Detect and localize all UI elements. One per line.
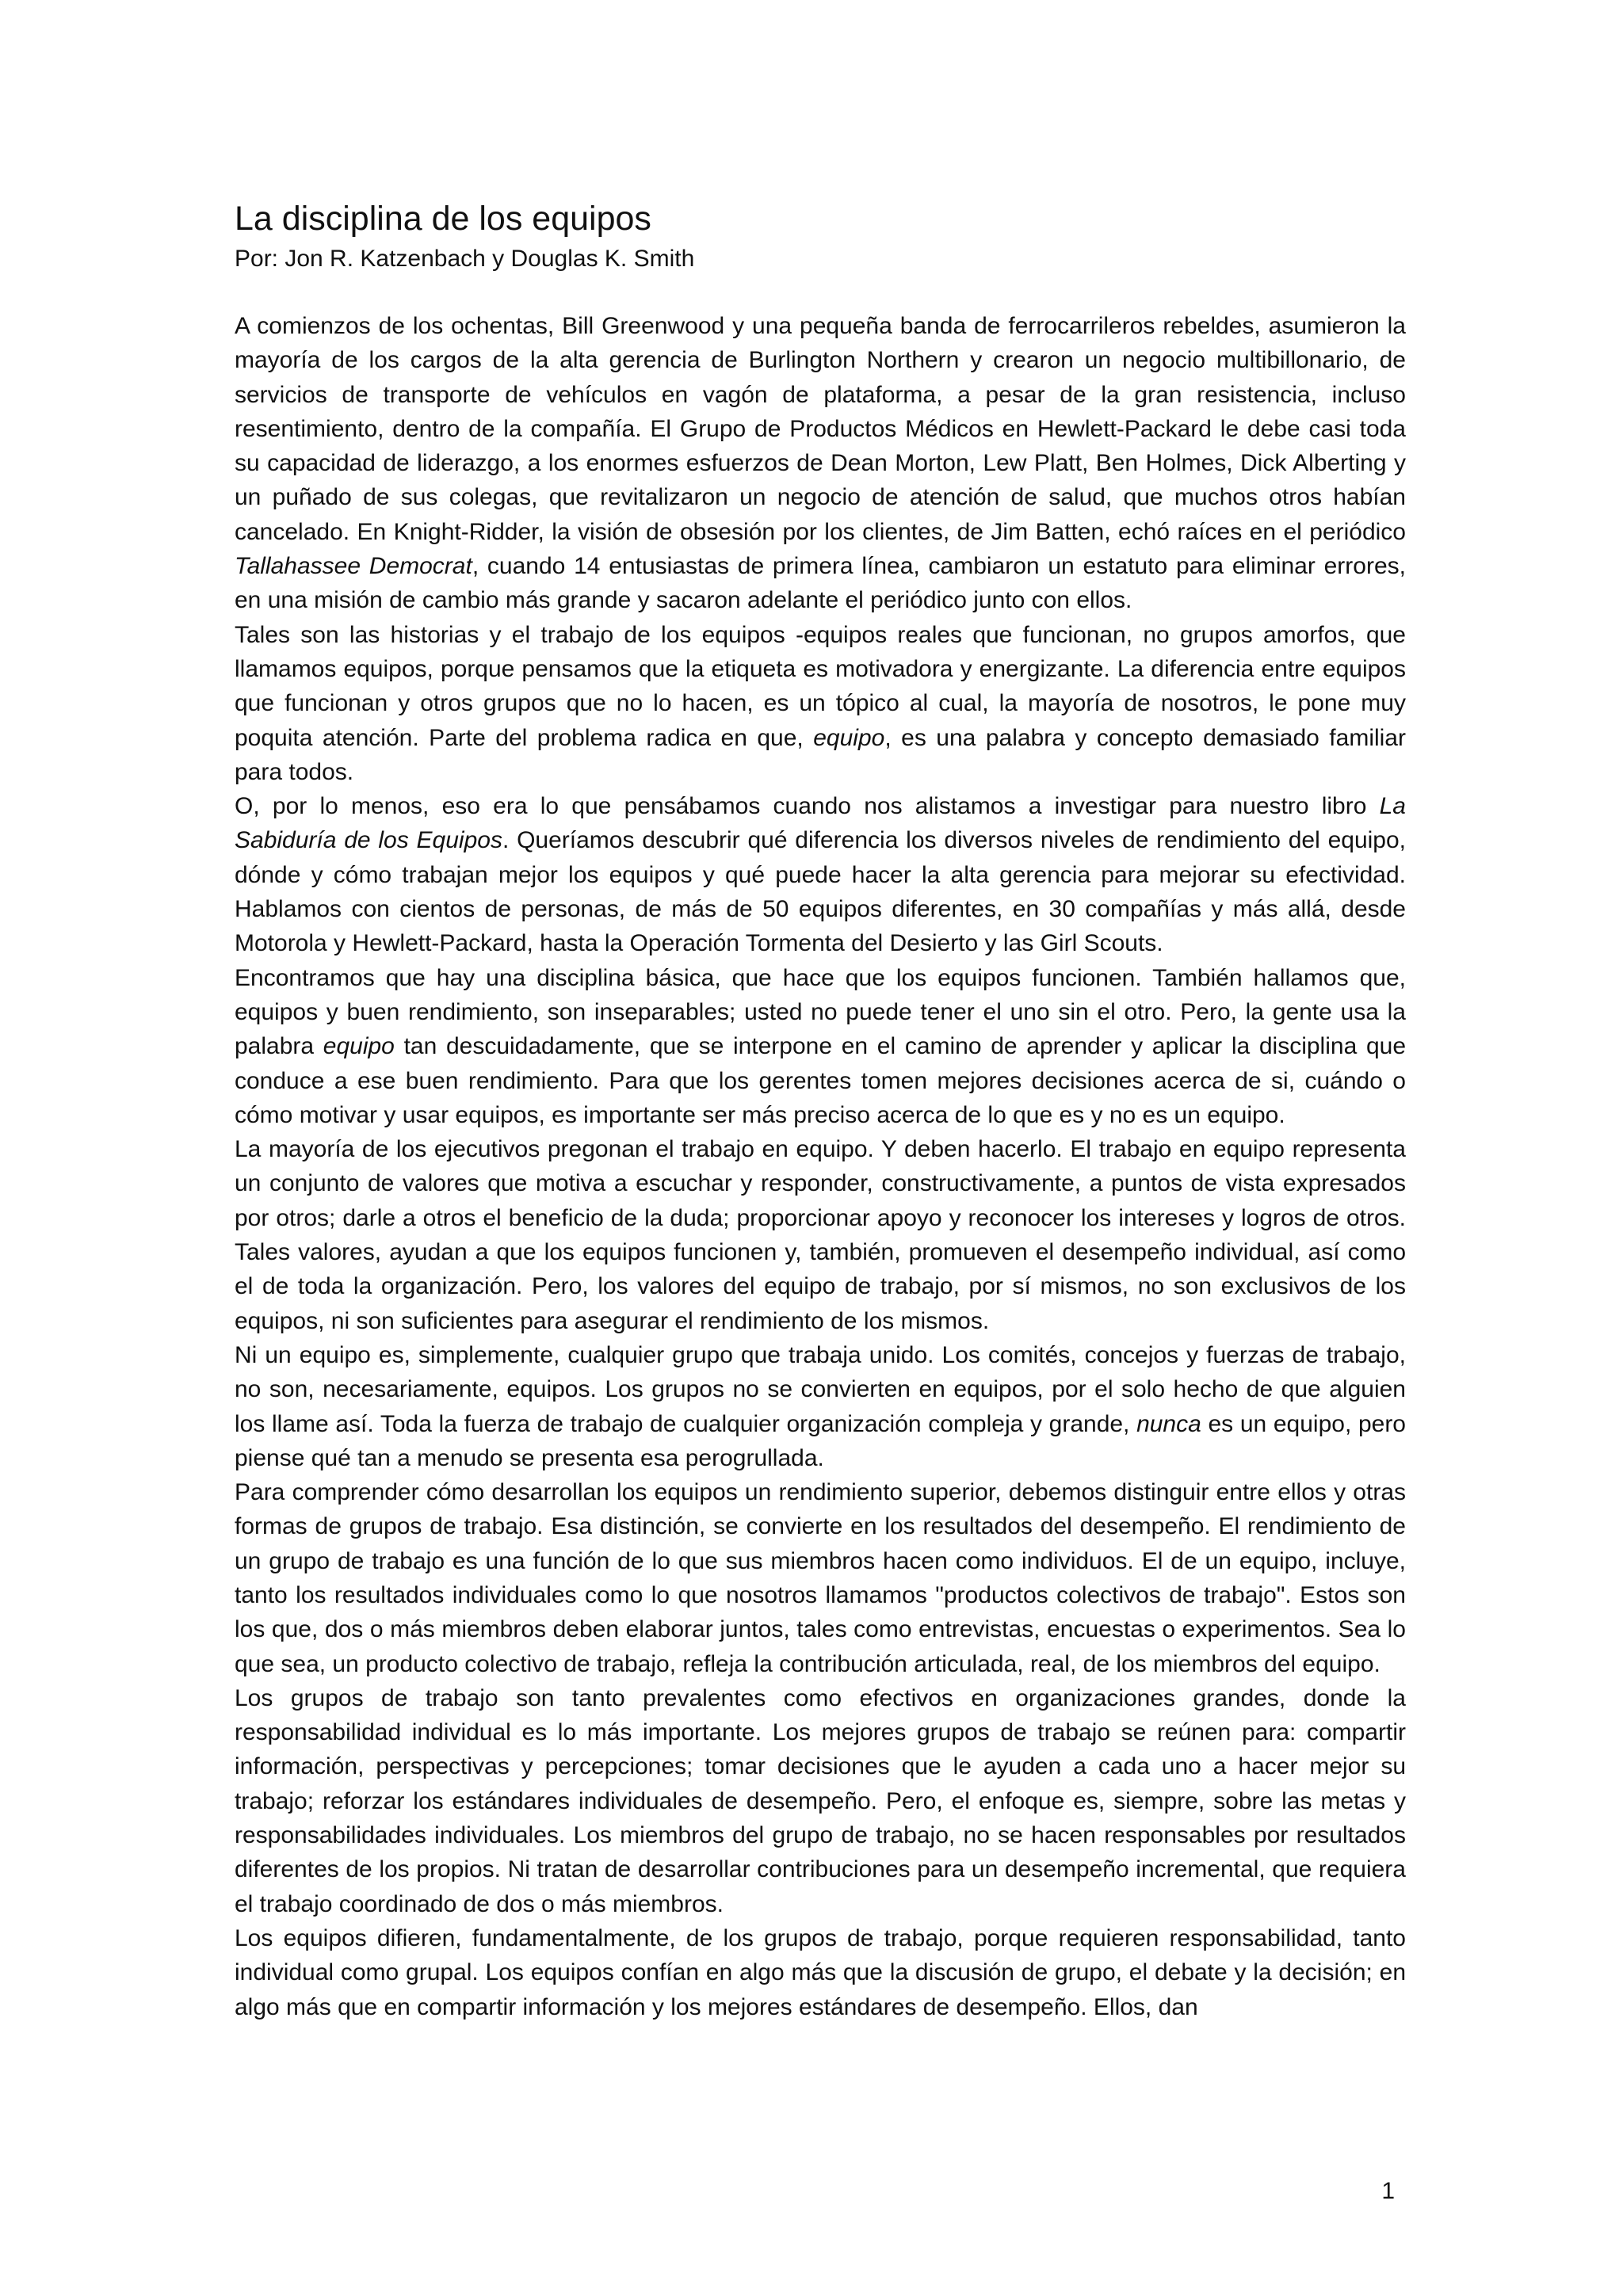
paragraph-text: es un equipo, pero piense qué tan a menudo se presenta esa perogrullada. <box>235 1410 1406 1471</box>
paragraph-text: A comienzos de los ochentas, Bill Greenwood y una pequeña banda de ferrocarrileros rebeldes, asumieron la mayoría de los cargos de la alta gerencia de Burlington Northern y crearon un negocio multibillonario, de servicios de transporte de vehículos en vagón de plataforma, a pesar de la gran resistencia, incluso resentimiento, dentro de la compañía. El Grupo de Productos Médicos en Hewlett-Packard le debe casi toda su capacidad de liderazgo, a los enormes esfuerzos de Dean Morton, Lew Platt, Ben Holmes, Dick Alberting y un puñado de sus colegas, que revitalizaron un negocio de atención de salud, que muchos otros habían cancelado. En Knight-Ridder, la visión de obsesión por los clientes, de Jim Batten, echó raíces en el periódico <box>235 313 1406 545</box>
paragraph-text: Los grupos de trabajo son tanto prevalentes como efectivos en organizaciones grandes, donde la responsabilidad individual es lo más importante. Los mejores grupos de trabajo se reúnen para: compartir información, perspectivas y percepciones; tomar decisiones que le ayuden a cada uno a hacer mejor su trabajo; reforzar los estándares individuales de desempeño. Pero, el enfoque es, siempre, sobre las metas y responsabilidades individuales. Los miembros del grupo de trabajo, no se hacen responsables por resultados diferentes de los propios. Ni tratan de desarrollar contribuciones para un desempeño incremental, que requiera el trabajo coordinado de dos o más miembros. <box>235 1684 1406 1917</box>
body-paragraph <box>235 1921 1406 2024</box>
body-paragraph <box>235 1338 1406 1475</box>
paragraph-text: Para comprender cómo desarrollan los equipos un rendimiento superior, debemos distinguir entre ellos y otras formas de grupos de trabajo. Esa distinción, se convierte en los resultados del desempeño. El rendimiento de un grupo de trabajo es una función de lo que sus miembros hacen como individuos. El de un equipo, incluye, tanto los resultados individuales como lo que nosotros llamamos "productos colectivos de trabajo". Estos son los que, dos o más miembros deben elaborar juntos, tales como entrevistas, encuestas o experimentos. Sea lo que sea, un producto colectivo de trabajo, refleja la contribución articulada, real, de los miembros del equipo. <box>235 1479 1406 1677</box>
italic-text: equipo <box>323 1033 395 1060</box>
italic-text: nunca <box>1136 1410 1201 1437</box>
body-paragraph <box>235 1132 1406 1338</box>
paragraph-text: Tales son las historias y el trabajo de los equipos -equipos reales que funcionan, no grupos amorfos, que llamamos equipos, porque pensamos que la etiqueta es motivadora y energizante. La diferencia entre equipos que funcionan y otros grupos que no lo hacen, es un tópico al cual, la mayoría de nosotros, le pone muy poquita atención. Parte del problema radica en que, <box>235 621 1406 751</box>
paragraph-list <box>235 309 1406 2024</box>
body-paragraph <box>235 789 1406 960</box>
document-body <box>235 195 1406 2024</box>
body-paragraph <box>235 961 1406 1132</box>
italic-text: Tallahassee Democrat <box>235 553 472 580</box>
body-paragraph <box>235 309 1406 618</box>
paragraph-text: Los equipos difieren, fundamentalmente, de los grupos de trabajo, porque requieren responsabilidad, tanto individual como grupal. Los equipos confían en algo más que la discusión de grupo, el debate y la decisión; en algo más que en compartir información y los mejores estándares de desempeño. Ellos, dan <box>235 1924 1406 2020</box>
paragraph-text: O, por lo menos, eso era lo que pensábamos cuando nos alistamos a investigar para nuestro libro <box>235 793 1380 820</box>
document-byline: Por: Jon R. Katzenbach y Douglas K. Smith <box>235 246 695 272</box>
paragraph-text: . Queríamos descubrir qué diferencia los diversos niveles de rendimiento del equipo, dónde y cómo trabajan mejor los equipos y qué puede hacer la alta gerencia para mejorar su efectividad. Hablamos con cientos de personas, de más de 50 equipos diferentes, en 30 compañías y más allá, desde Motorola y Hewlett-Packard, hasta la Operación Tormenta del Desierto y las Girl Scouts. <box>235 827 1406 957</box>
paragraph-text: , cuando 14 entusiastas de primera línea, cambiaron un estatuto para eliminar errores, en una misión de cambio más grande y sacaron adelante el periódico junto con ellos. <box>235 553 1406 614</box>
paragraph-text: Ni un equipo es, simplemente, cualquier grupo que trabaja unido. Los comités, concejos y fuerzas de trabajo, no son, necesariamente, equipos. Los grupos no se convierten en equipos, por el solo hecho de que alguien los llame así. Toda la fuerza de trabajo de cualquier organización compleja y grande, <box>235 1341 1406 1437</box>
body-paragraph <box>235 1681 1406 1921</box>
paragraph-text: La mayoría de los ejecutivos pregonan el trabajo en equipo. Y deben hacerlo. El trabajo en equipo representa un conjunto de valores que motiva a escuchar y responder, constructivamente, a puntos de vista expresados por otros; darle a otros el beneficio de la duda; proporcionar apoyo y reconocer los intereses y logros de otros. Tales valores, ayudan a que los equipos funcionen y, también, promueven el desempeño individual, así como el de toda la organización. Pero, los valores del equipo de trabajo, por sí mismos, no son exclusivos de los equipos, ni son suficientes para asegurar el rendimiento de los mismos. <box>235 1136 1406 1334</box>
italic-text: La Sabiduría de los Equipos <box>235 793 1406 854</box>
document-title: La disciplina de los equipos <box>235 200 651 238</box>
paragraph-text: Encontramos que hay una disciplina básica, que hace que los equipos funcionen. También hallamos que, equipos y buen rendimiento, son inseparables; usted no puede tener el uno sin el otro. Pero, la gente usa la palabra <box>235 964 1406 1060</box>
body-paragraph <box>235 618 1406 789</box>
paragraph-text: , es una palabra y concepto demasiado familiar para todos. <box>235 724 1406 785</box>
page-number: 1 <box>1381 2178 1395 2204</box>
italic-text: equipo <box>813 724 885 751</box>
paragraph-text: tan descuidadamente, que se interpone en el camino de aprender y aplicar la disciplina que conduce a ese buen rendimiento. Para que los gerentes tomen mejores decisiones acerca de si, cuándo o cómo motivar y usar equipos, es importante ser más preciso acerca de lo que es y no es un equipo. <box>235 1033 1407 1128</box>
body-paragraph <box>235 1475 1406 1681</box>
